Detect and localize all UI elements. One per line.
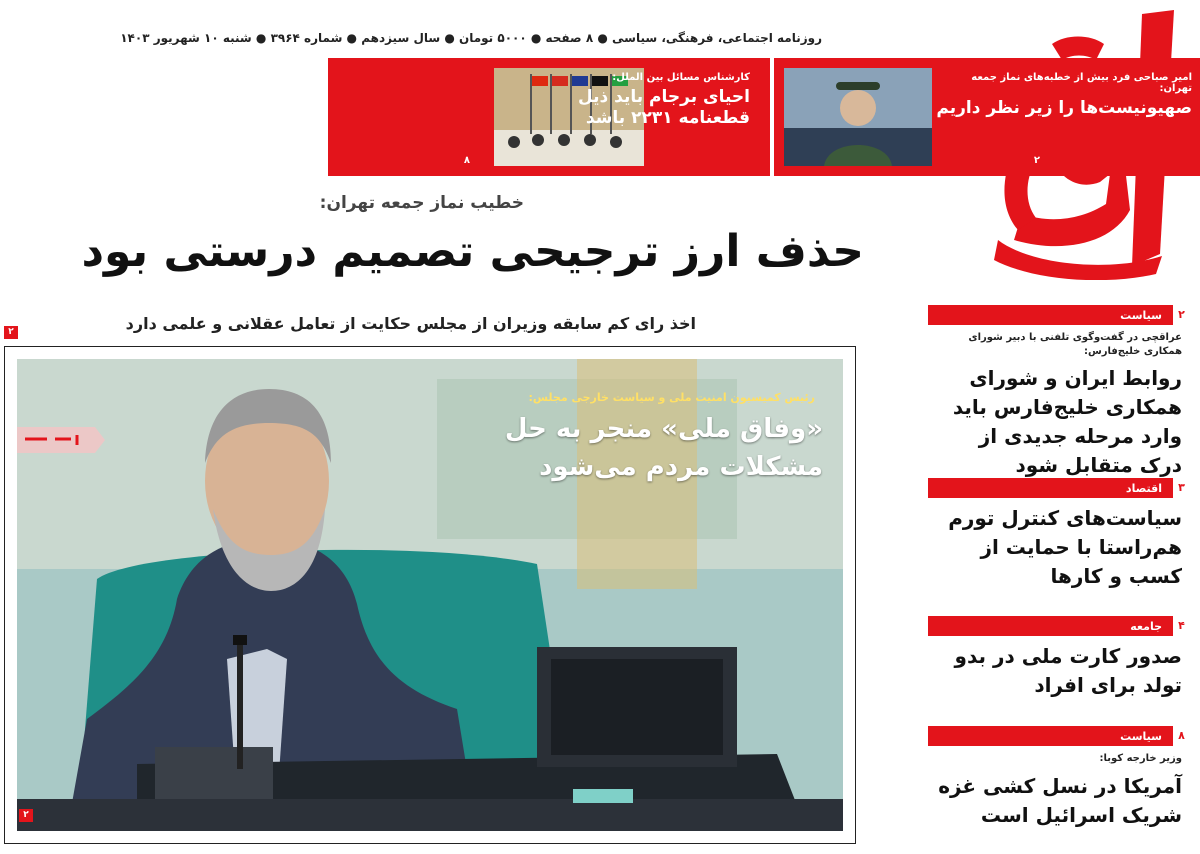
- main-headline[interactable]: حذف ارز ترجیحی تصمیم درستی بود: [81, 226, 864, 277]
- photo-story-frame[interactable]: [4, 346, 856, 844]
- headline-lead: اخذ رای کم سابقه وزیران از مجلس حکایت از تعامل عقلانی و علمی دارد: [125, 314, 696, 333]
- headline-kicker: خطیب نماز جمعه تهران:: [319, 193, 524, 213]
- teaser-text: [510, 72, 750, 130]
- sidebar-title[interactable]: روابط ایران و شورای همکاری خلیج‌فارس باید وارد مرحله جدیدی از درک متقابل شود: [952, 366, 1182, 477]
- sidebar-section-bar: [928, 478, 1190, 498]
- sidebar-story[interactable]: [928, 726, 1190, 830]
- teaser-title[interactable]: احیای برجام باید ذیل قطعنامه ۲۲۳۱ باشد: [577, 87, 750, 129]
- issue-dateline: روزنامه اجتماعی، فرهنگی، سیاسی ● ۸ صفحه ● ۵۰۰۰ تومان ● سال سیزدهم ● شماره ۳۹۶۴ ● شنبه ۱۰ شهریور ۱۴۰۳: [120, 31, 822, 45]
- teaser-kicker: امیر صباحی فرد بیش از خطبه‌های نماز جمعه تهران:: [971, 72, 1192, 94]
- sidebar-category: سیاست: [1120, 308, 1162, 322]
- sidebar-kicker: وزیر خارجه کوبا:: [1099, 753, 1182, 764]
- teaser-card[interactable]: [778, 58, 1200, 176]
- teaser-text: [936, 72, 1192, 119]
- teaser-page-number: ۸: [463, 155, 470, 166]
- sidebar-title[interactable]: سیاست‌های کنترل تورم هم‌راستا با حمایت از کسب و کارها: [948, 506, 1182, 588]
- sidebar-kicker: عراقچی در گفت‌وگوی تلفنی با دبیر شورای همکاری خلیج‌فارس:: [968, 332, 1182, 357]
- teaser-title[interactable]: صهیونیست‌ها را زیر نظر داریم: [936, 98, 1192, 118]
- sidebar-page-number: ۲: [1172, 305, 1190, 325]
- sidebar-page-number: ۳: [1172, 478, 1190, 498]
- sidebar-section-bar: [928, 726, 1190, 746]
- sidebar-story[interactable]: [928, 305, 1190, 480]
- sidebar-category: جامعه: [1130, 619, 1162, 633]
- watermark-logo: [17, 421, 105, 459]
- teaser-card[interactable]: [328, 58, 774, 176]
- teaser-photo: [784, 68, 932, 166]
- photo-story-title[interactable]: «وفاق ملی» منجر به حل مشکلات مردم می‌شود: [504, 414, 823, 482]
- photo-story-kicker: رئیس کمیسیون امنیت ملی و سیاست خارجی مجلس:: [528, 391, 815, 404]
- sidebar-category: اقتصاد: [1125, 481, 1162, 495]
- teaser-kicker: کارشناس مسائل بین الملل:: [612, 72, 750, 83]
- sidebar-title[interactable]: صدور کارت ملی در بدو تولد برای افراد: [954, 644, 1182, 697]
- watermark-logo-icon: [17, 421, 105, 459]
- sidebar-page-number: ۸: [1172, 726, 1190, 746]
- headline-page-badge: ۲: [4, 326, 18, 339]
- sidebar-story[interactable]: [928, 478, 1190, 591]
- photo-story-image: [17, 359, 843, 831]
- sidebar-story[interactable]: [928, 616, 1190, 700]
- teaser-page-number: ۲: [1033, 155, 1040, 166]
- sidebar-category: سیاست: [1120, 729, 1162, 743]
- photo-page-badge: ۲: [19, 809, 33, 822]
- sidebar-section-bar: [928, 616, 1190, 636]
- sidebar-page-number: ۴: [1172, 616, 1190, 636]
- sidebar-section-bar: [928, 305, 1190, 325]
- sidebar-title[interactable]: آمریکا در نسل کشی غزه شریک اسرائیل است: [938, 773, 1182, 827]
